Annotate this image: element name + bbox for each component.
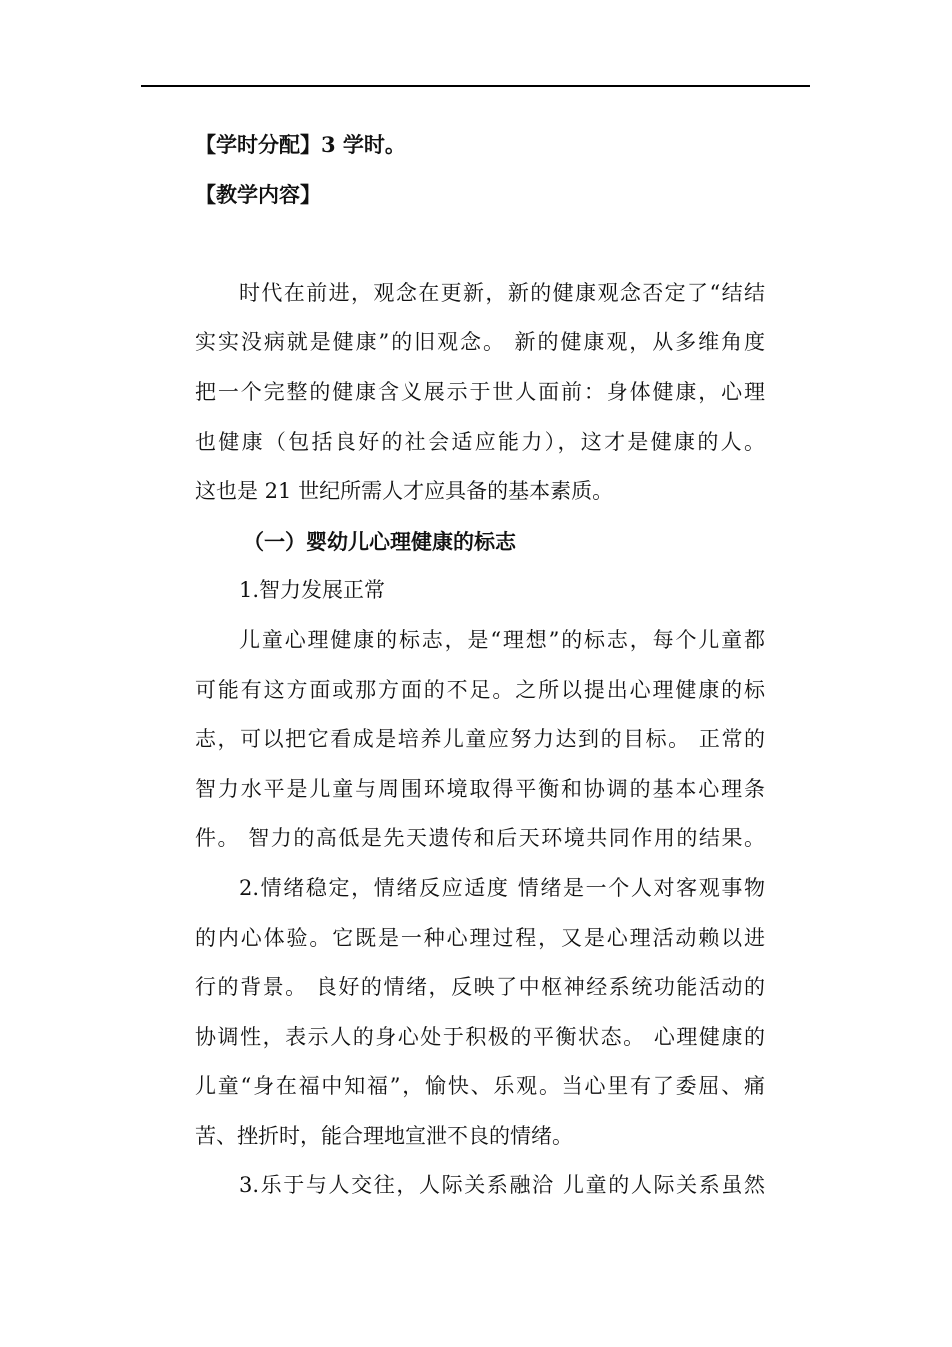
document-body <box>195 120 765 1211</box>
paragraph-intro-line-4: 也健康（包括良好的社会适应能力），这才是健康的人。 <box>195 429 765 454</box>
paragraph-intelligence-line-2: 可能有这方面或那方面的不足。之所以提出心理健康的标 <box>195 677 765 702</box>
paragraph-social-line-1: 3.乐于与人交往，人际关系融洽 儿童的人际关系虽然 <box>239 1173 765 1198</box>
paragraph-emotion-line-2: 的内心体验。它既是一种心理过程，又是心理活动赖以进 <box>195 925 765 950</box>
paragraph-intro-line-5: 这也是 21 世纪所需人才应具备的基本素质。 <box>195 479 614 504</box>
header-rule <box>141 85 810 87</box>
paragraph-emotion-line-3: 行的背景。 良好的情绪，反映了中枢神经系统功能活动的 <box>195 975 765 1000</box>
paragraph-intelligence-line-1: 儿童心理健康的标志，是“理想”的标志，每个儿童都 <box>239 627 765 652</box>
paragraph-intro-line-3: 把一个完整的健康含义展示于世人面前：身体健康，心理 <box>195 379 765 404</box>
paragraph-intro-line-2: 实实没病就是健康”的旧观念。 新的健康观，从多维角度 <box>195 330 765 355</box>
paragraph-emotion-line-4: 协调性，表示人的身心处于积极的平衡状态。 心理健康的 <box>195 1024 765 1049</box>
blank-line <box>195 219 765 269</box>
paragraph-intro-line-1: 时代在前进，观念在更新，新的健康观念否定了“结结 <box>239 280 765 305</box>
paragraph-intelligence-line-5: 件。 智力的高低是先天遗传和后天环境共同作用的结果。 <box>195 826 765 851</box>
paragraph-intelligence-line-4: 智力水平是儿童与周围环境取得平衡和协调的基本心理条 <box>195 776 765 801</box>
class-hours-heading: 【学时分配】3 学时。 <box>195 132 406 157</box>
paragraph-emotion-line-6: 苦、挫折时，能合理地宣泄不良的情绪。 <box>195 1123 573 1148</box>
paragraph-emotion-line-1: 2.情绪稳定，情绪反应适度 情绪是一个人对客观事物 <box>239 875 765 900</box>
teaching-content-heading: 【教学内容】 <box>195 181 321 207</box>
paragraph-intelligence-line-3: 志，可以把它看成是培养儿童应努力达到的目标。 正常的 <box>195 727 765 752</box>
section-heading-infant-mental-health: （一）婴幼儿心理健康的标志 <box>243 528 516 554</box>
subheading-intelligence: 1.智力发展正常 <box>239 578 386 603</box>
paragraph-emotion-line-5: 儿童“身在福中知福”，愉快、乐观。当心里有了委屈、痛 <box>195 1074 765 1099</box>
